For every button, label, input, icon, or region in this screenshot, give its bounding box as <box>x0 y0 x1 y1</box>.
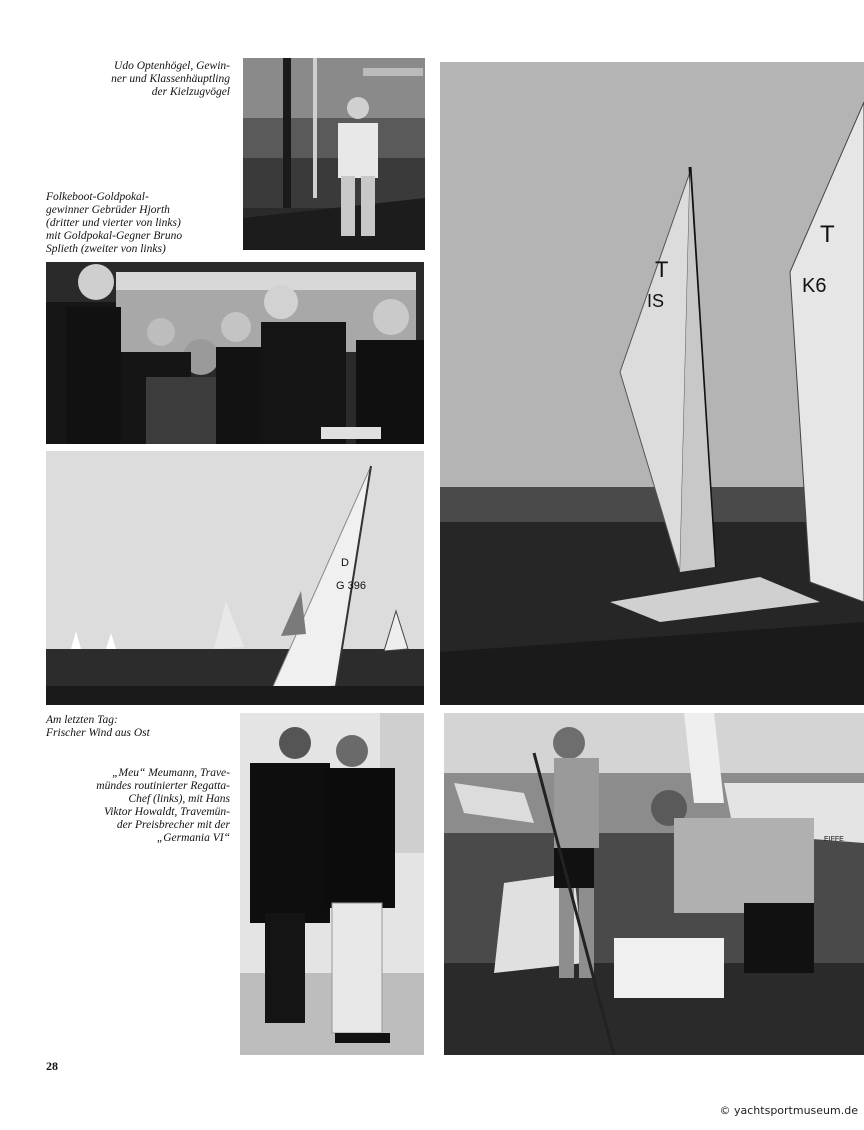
regatta-sail-number: G 396 <box>336 580 366 592</box>
caption-line: „Germania VI“ <box>156 832 230 844</box>
caption-line: mündes routinierter Regatta- <box>96 780 230 792</box>
photo-meumann-howaldt <box>240 713 424 1055</box>
caption-line: der Kielzugvögel <box>151 86 230 98</box>
right-sail-letter: T <box>820 221 835 248</box>
photo-sailors-rigging <box>444 713 864 1055</box>
caption-optenhoegel <box>40 60 230 99</box>
caption-line: Frischer Wind aus Ost <box>46 727 150 739</box>
caption-line: Viktor Howaldt, Travemün- <box>104 806 230 818</box>
caption-folkeboot <box>46 191 246 256</box>
photo-big-sailboats <box>440 62 864 705</box>
caption-line: gewinner Gebrüder Hjorth <box>46 204 170 216</box>
page-number: 28 <box>46 1059 58 1073</box>
photo-folkeboot-winners <box>46 262 424 444</box>
caption-line: Chef (links), mit Hans <box>128 793 230 805</box>
caption-line: Am letzten Tag: <box>46 714 118 726</box>
watermark: © yachtsportmuseum.de <box>719 1104 858 1117</box>
big-sail-top-mark: T <box>655 257 669 282</box>
caption-line: (dritter und vierter von links) <box>46 217 181 229</box>
regatta-sail-letter: D <box>341 557 349 569</box>
caption-line: „Meu“ Meumann, Trave- <box>112 767 230 779</box>
photo-regatta-sails <box>46 451 424 705</box>
caption-letzter-tag <box>46 714 236 740</box>
caption-line: Folkeboot-Goldpokal- <box>46 191 149 203</box>
caption-line: mit Goldpokal-Gegner Bruno <box>46 230 183 242</box>
photo-optenhoegel-on-boat <box>243 58 425 250</box>
big-sail-number: IS <box>647 291 665 311</box>
caption-line: der Preisbrecher mit der <box>116 819 230 831</box>
caption-line: ner und Klassenhäuptling <box>111 73 230 85</box>
dinghy-hull-text: EIFFE <box>824 836 844 843</box>
right-sail-number: K6 <box>802 275 827 297</box>
caption-line: Splieth (zweiter von links) <box>46 243 166 255</box>
caption-meumann <box>40 767 230 845</box>
caption-line: Udo Optenhögel, Gewin- <box>114 60 230 72</box>
